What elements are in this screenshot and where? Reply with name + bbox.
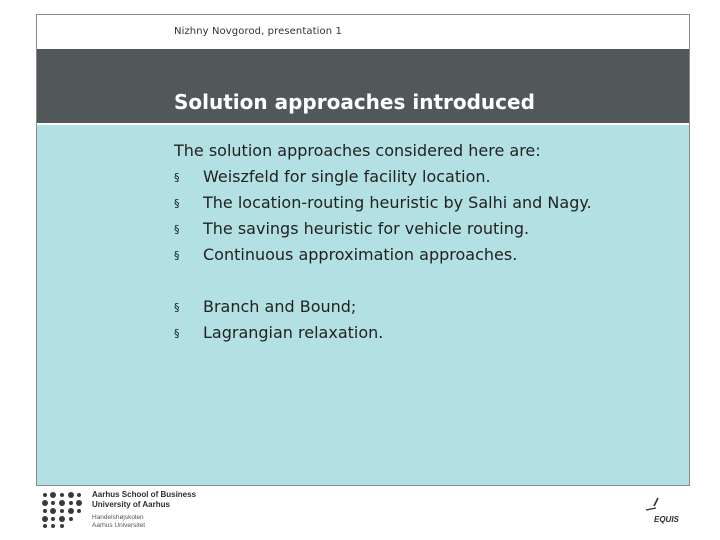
university-name-danish: Aarhus Universitet	[92, 522, 146, 529]
slide-title: Solution approaches introduced	[174, 90, 535, 114]
list-item-text: The savings heuristic for vehicle routing.	[203, 219, 530, 238]
list-item-text: The location-routing heuristic by Salhi and Nagy.	[203, 193, 592, 212]
university-name: University of Aarhus	[92, 500, 170, 509]
school-name-danish: Handelshøjskolen	[92, 514, 144, 521]
equis-label: EQUIS	[654, 515, 679, 524]
school-name: Aarhus School of Business	[92, 490, 197, 499]
bullet-icon: §	[174, 301, 180, 314]
slide-header-bar	[37, 15, 689, 44]
presentation-subtitle: Nizhny Novgorod, presentation 1	[174, 26, 342, 37]
list-item-text: Lagrangian relaxation.	[203, 323, 384, 342]
list-item-text: Continuous approximation approaches.	[203, 245, 518, 264]
school-logo-text	[92, 490, 196, 530]
aarhus-logo-icon	[40, 491, 84, 529]
bullet-icon: §	[174, 249, 180, 262]
intro-text: The solution approaches considered here are:	[174, 141, 541, 160]
bullet-icon: §	[174, 223, 180, 236]
bullet-icon: §	[174, 197, 180, 210]
list-item-text: Branch and Bound;	[203, 297, 357, 316]
bullet-icon: §	[174, 327, 180, 340]
list-item-text: Weiszfeld for single facility location.	[203, 167, 491, 186]
bullet-icon: §	[174, 171, 180, 184]
